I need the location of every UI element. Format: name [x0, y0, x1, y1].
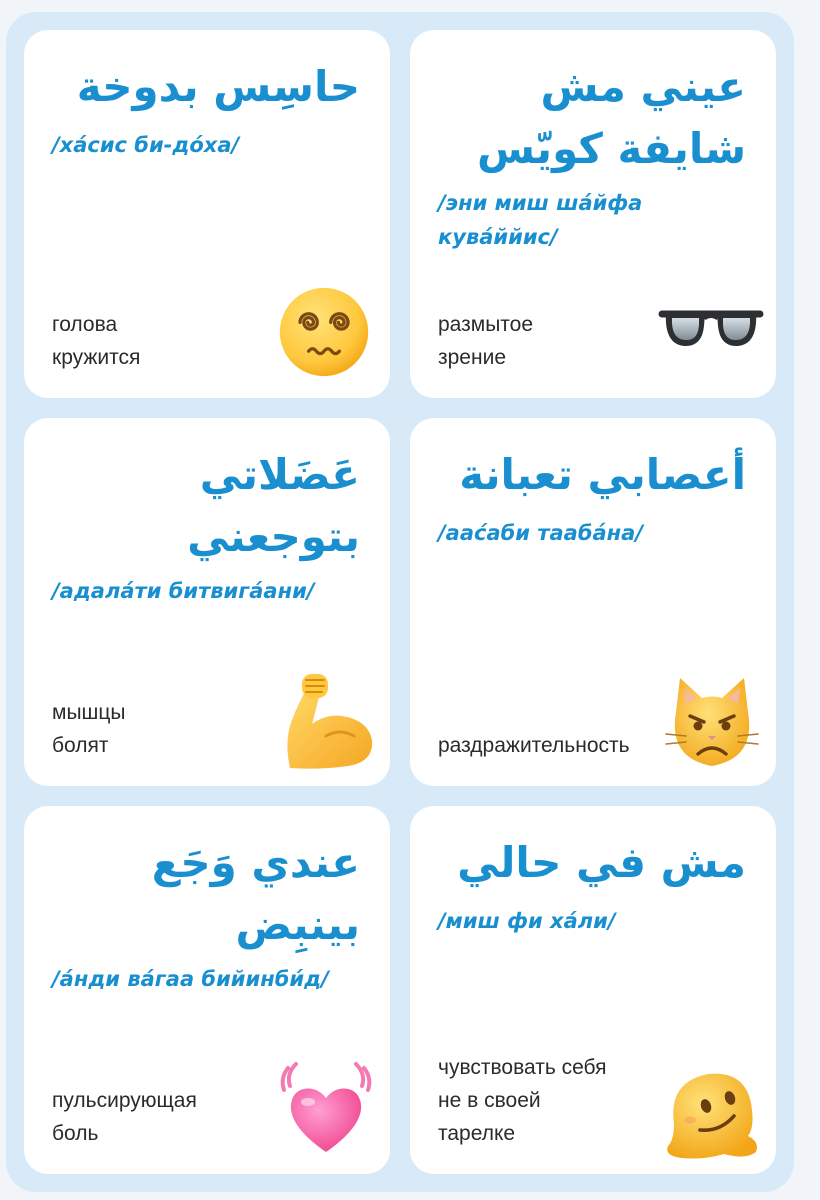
arabic-line: مش في حالي	[457, 838, 746, 887]
meaning-line: боль	[52, 1122, 99, 1145]
meaning-line: раздражительность	[438, 734, 630, 757]
meaning-line: чувствовать себя	[438, 1056, 607, 1079]
transliteration: /ха́сис би-до́ха/	[52, 133, 240, 157]
meaning-line: не в своей	[438, 1089, 541, 1112]
meaning-text	[438, 1051, 678, 1150]
phrase-card-throbbing-pain	[24, 806, 390, 1174]
arabic-phrase	[50, 56, 360, 118]
phrase-card-blurry-vision	[410, 30, 776, 398]
arabic-line: عيني مش	[540, 62, 746, 111]
flexed-biceps-icon	[276, 670, 380, 770]
transliteration-line: /эни миш ша́йфа	[438, 191, 643, 215]
phrase-board	[6, 12, 794, 1192]
meaning-text	[52, 308, 302, 374]
meaning-text	[52, 1084, 302, 1150]
pouting-cat-icon	[662, 672, 762, 772]
meaning-line: размытое	[438, 313, 534, 336]
sunglasses-icon	[658, 300, 764, 360]
meaning-text	[438, 308, 688, 374]
arabic-phrase	[436, 56, 746, 180]
arabic-phrase	[50, 444, 360, 568]
phrase-card-irritability	[410, 418, 776, 786]
melting-face-icon	[660, 1062, 764, 1162]
meaning-line: пульсирующая	[52, 1089, 197, 1112]
phrase-card-dizzy	[24, 30, 390, 398]
meaning-line: кружится	[52, 346, 141, 369]
transliteration: /миш фи ха́ли/	[438, 909, 616, 933]
transliteration-line: кува́ййис/	[438, 225, 558, 249]
arabic-line: شايفة كويّس	[476, 124, 746, 173]
arabic-phrase	[436, 444, 746, 506]
arabic-phrase	[50, 832, 360, 956]
meaning-line: тарелке	[438, 1122, 516, 1145]
phrase-card-out-of-sorts	[410, 806, 776, 1174]
transliteration	[438, 186, 748, 254]
transliteration: /адала́ти битвига́ани/	[52, 579, 315, 603]
meaning-line: голова	[52, 313, 118, 336]
arabic-line: عَضَلاتي	[199, 450, 360, 499]
transliteration: /аас́аби таабáна/	[438, 521, 644, 545]
arabic-line: حاسِس بدوخة	[76, 62, 360, 111]
dizzy-face-icon	[276, 284, 372, 380]
arabic-line: بينبِض	[235, 900, 360, 949]
transliteration: /а́нди ва́гаа бийинби́д/	[52, 967, 329, 991]
meaning-line: болят	[52, 734, 109, 757]
arabic-line: أعصابي تعبانة	[459, 450, 746, 499]
arabic-phrase	[436, 832, 746, 894]
beating-heart-icon	[274, 1056, 378, 1160]
phrase-card-muscles-ache	[24, 418, 390, 786]
meaning-line: мышцы	[52, 701, 126, 724]
meaning-text	[52, 696, 302, 762]
arabic-line: بتوجعني	[187, 512, 360, 561]
meaning-line: зрение	[438, 346, 506, 369]
arabic-line: عندي وَجَع	[151, 838, 360, 887]
